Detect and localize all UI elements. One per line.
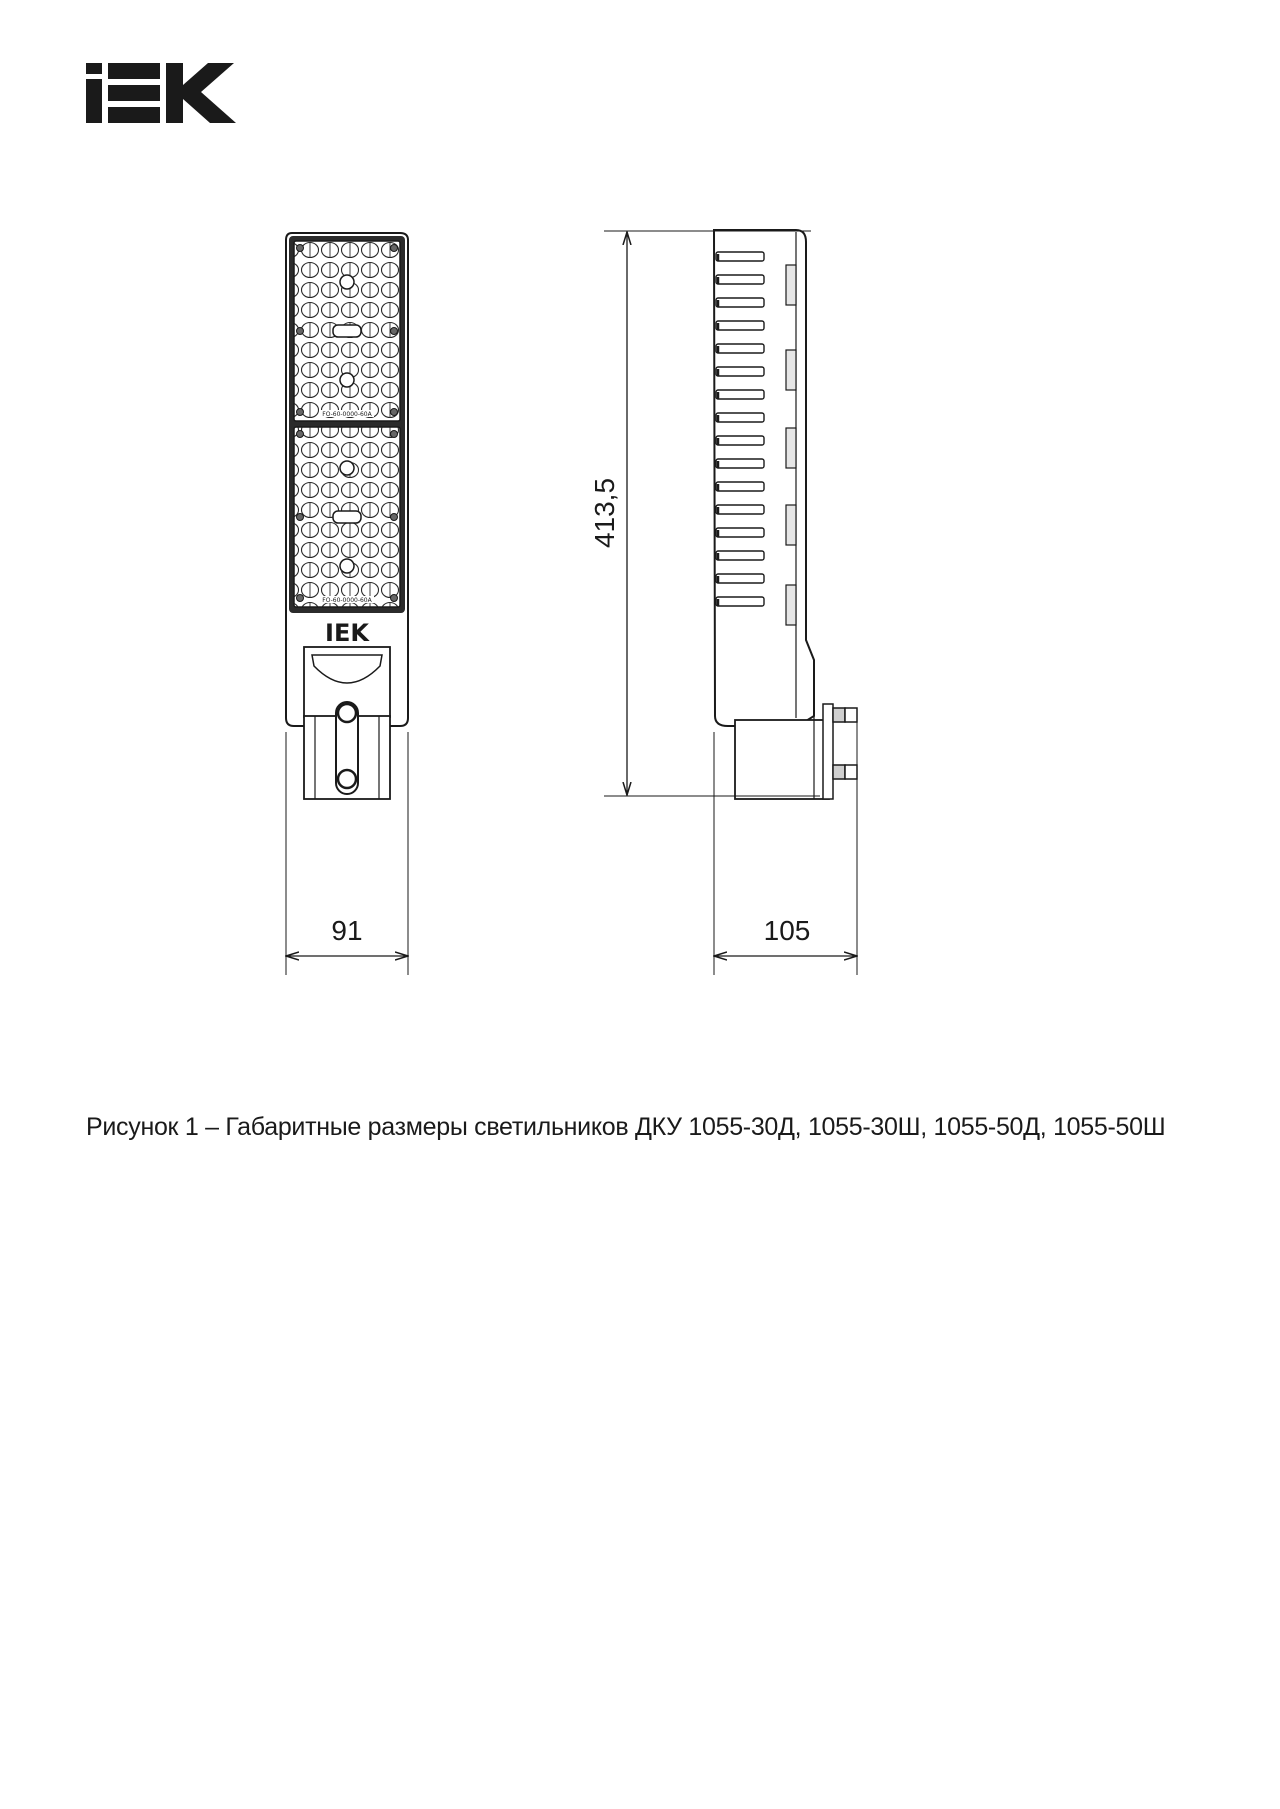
cooling-fin <box>716 597 764 606</box>
cooling-fin <box>716 321 764 330</box>
cooling-fin <box>716 436 764 445</box>
heat-sink-tab <box>786 505 796 545</box>
cooling-fin <box>716 390 764 399</box>
panel-marking-bottom: FO-60-0000-60A <box>322 597 372 604</box>
heat-sink-tab <box>786 428 796 468</box>
cooling-fin <box>716 551 764 560</box>
width-dimension-value: 91 <box>331 915 363 946</box>
cooling-fin <box>716 275 764 284</box>
cooling-fin <box>716 367 764 376</box>
figure-caption: Рисунок 1 – Габаритные размеры светильников ДКУ 1055-30Д, 1055-30Ш, 1055-50Д, 1055-50Ш <box>86 1113 1166 1141</box>
heat-sink-tab <box>786 585 796 625</box>
cooling-fin <box>716 344 764 353</box>
depth-dimension-value: 105 <box>763 915 811 946</box>
cooling-fin <box>716 298 764 307</box>
cooling-fin <box>716 482 764 491</box>
panel-marking-top: FO-60-0000-60A <box>322 411 372 418</box>
cooling-fin <box>716 574 764 583</box>
front-view <box>286 233 408 975</box>
heat-sink-tab <box>786 265 796 305</box>
heat-sink-tab <box>786 350 796 390</box>
body-brand-label: IEK <box>325 619 369 647</box>
led-panel-bottom <box>294 427 400 607</box>
front-mount-bracket <box>304 647 390 799</box>
cooling-fin <box>716 459 764 468</box>
cooling-fin <box>716 413 764 422</box>
cooling-fin <box>716 528 764 537</box>
cooling-fin <box>716 505 764 514</box>
side-view <box>589 230 857 975</box>
height-dimension-value: 413,5 <box>589 477 620 549</box>
led-panel-top <box>294 241 400 421</box>
cooling-fin <box>716 252 764 261</box>
